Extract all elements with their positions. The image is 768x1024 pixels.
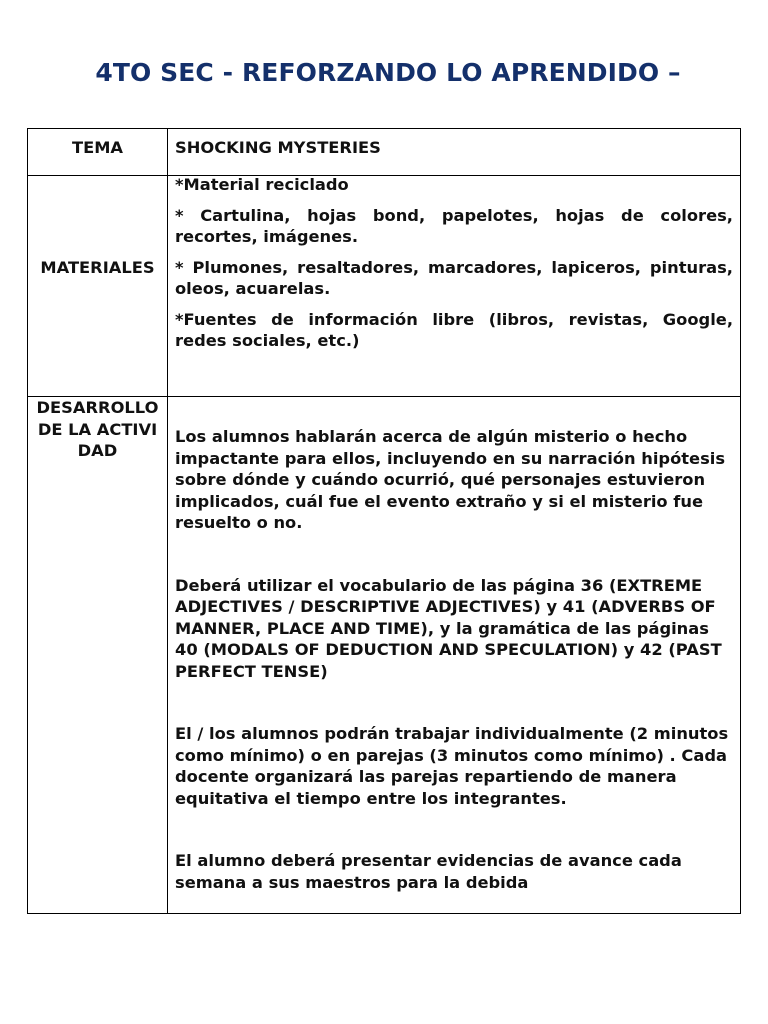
desarrollo-paragraph: Deberá utilizar el vocabulario de las página 36 (EXTREME ADJECTIVES / DESCRIPTIVE ADJECTIVES) y 41 (ADVERBS OF MANNER, PLACE AND TIME), y la gramática de las páginas 40 (MODALS OF DEDUCTION AND SPECULATION) y 42 (PAST PERFECT TENSE) [175, 575, 722, 681]
materiales-label: MATERIALES [40, 258, 155, 277]
desarrollo-label: DESARROLLO DE LA ACTIVIDAD [36, 398, 159, 460]
table-row-desarrollo [28, 397, 741, 914]
desarrollo-paragraph: Los alumnos hablarán acerca de algún misterio o hecho impactante para ellos, incluyendo en su narración hipótesis sobre dónde y cuándo ocurrió, qué personajes estuvieron implicados, cuál fue el evento extraño y si el misterio fue resuelto o no. [175, 427, 726, 532]
materiales-item: *Fuentes de información libre (libros, revistas, Google, redes sociales, etc.) [175, 309, 733, 350]
desarrollo-label-cell [28, 397, 168, 914]
desarrollo-content [168, 397, 741, 914]
materiales-item: *Material reciclado [175, 175, 349, 194]
materiales-list [175, 174, 733, 352]
materiales-label-cell [28, 176, 168, 397]
desarrollo-body [175, 397, 733, 913]
materiales-item: * Cartulina, hojas bond, papelotes, hojas de colores, recortes, imágenes. [175, 205, 733, 246]
desarrollo-paragraph: El alumno deberá presentar evidencias de avance cada semana a sus maestros para la debida [175, 851, 682, 892]
materiales-content [168, 176, 741, 397]
tema-label: TEMA [28, 129, 168, 176]
table-row-tema [28, 129, 741, 176]
page-title: 4TO SEC - REFORZANDO LO APRENDIDO – [95, 58, 681, 87]
table-row-materiales [28, 176, 741, 397]
desarrollo-paragraph: El / los alumnos podrán trabajar individualmente (2 minutos como mínimo) o en parejas (3 minutos como mínimo) . Cada docente organizará las parejas repartiendo de manera equitativa el tiempo entre los integrantes. [175, 724, 729, 808]
activity-table [27, 128, 741, 914]
tema-value: SHOCKING MYSTERIES [168, 129, 741, 176]
materiales-item: * Plumones, resaltadores, marcadores, lapiceros, pinturas, oleos, acuarelas. [175, 257, 733, 298]
